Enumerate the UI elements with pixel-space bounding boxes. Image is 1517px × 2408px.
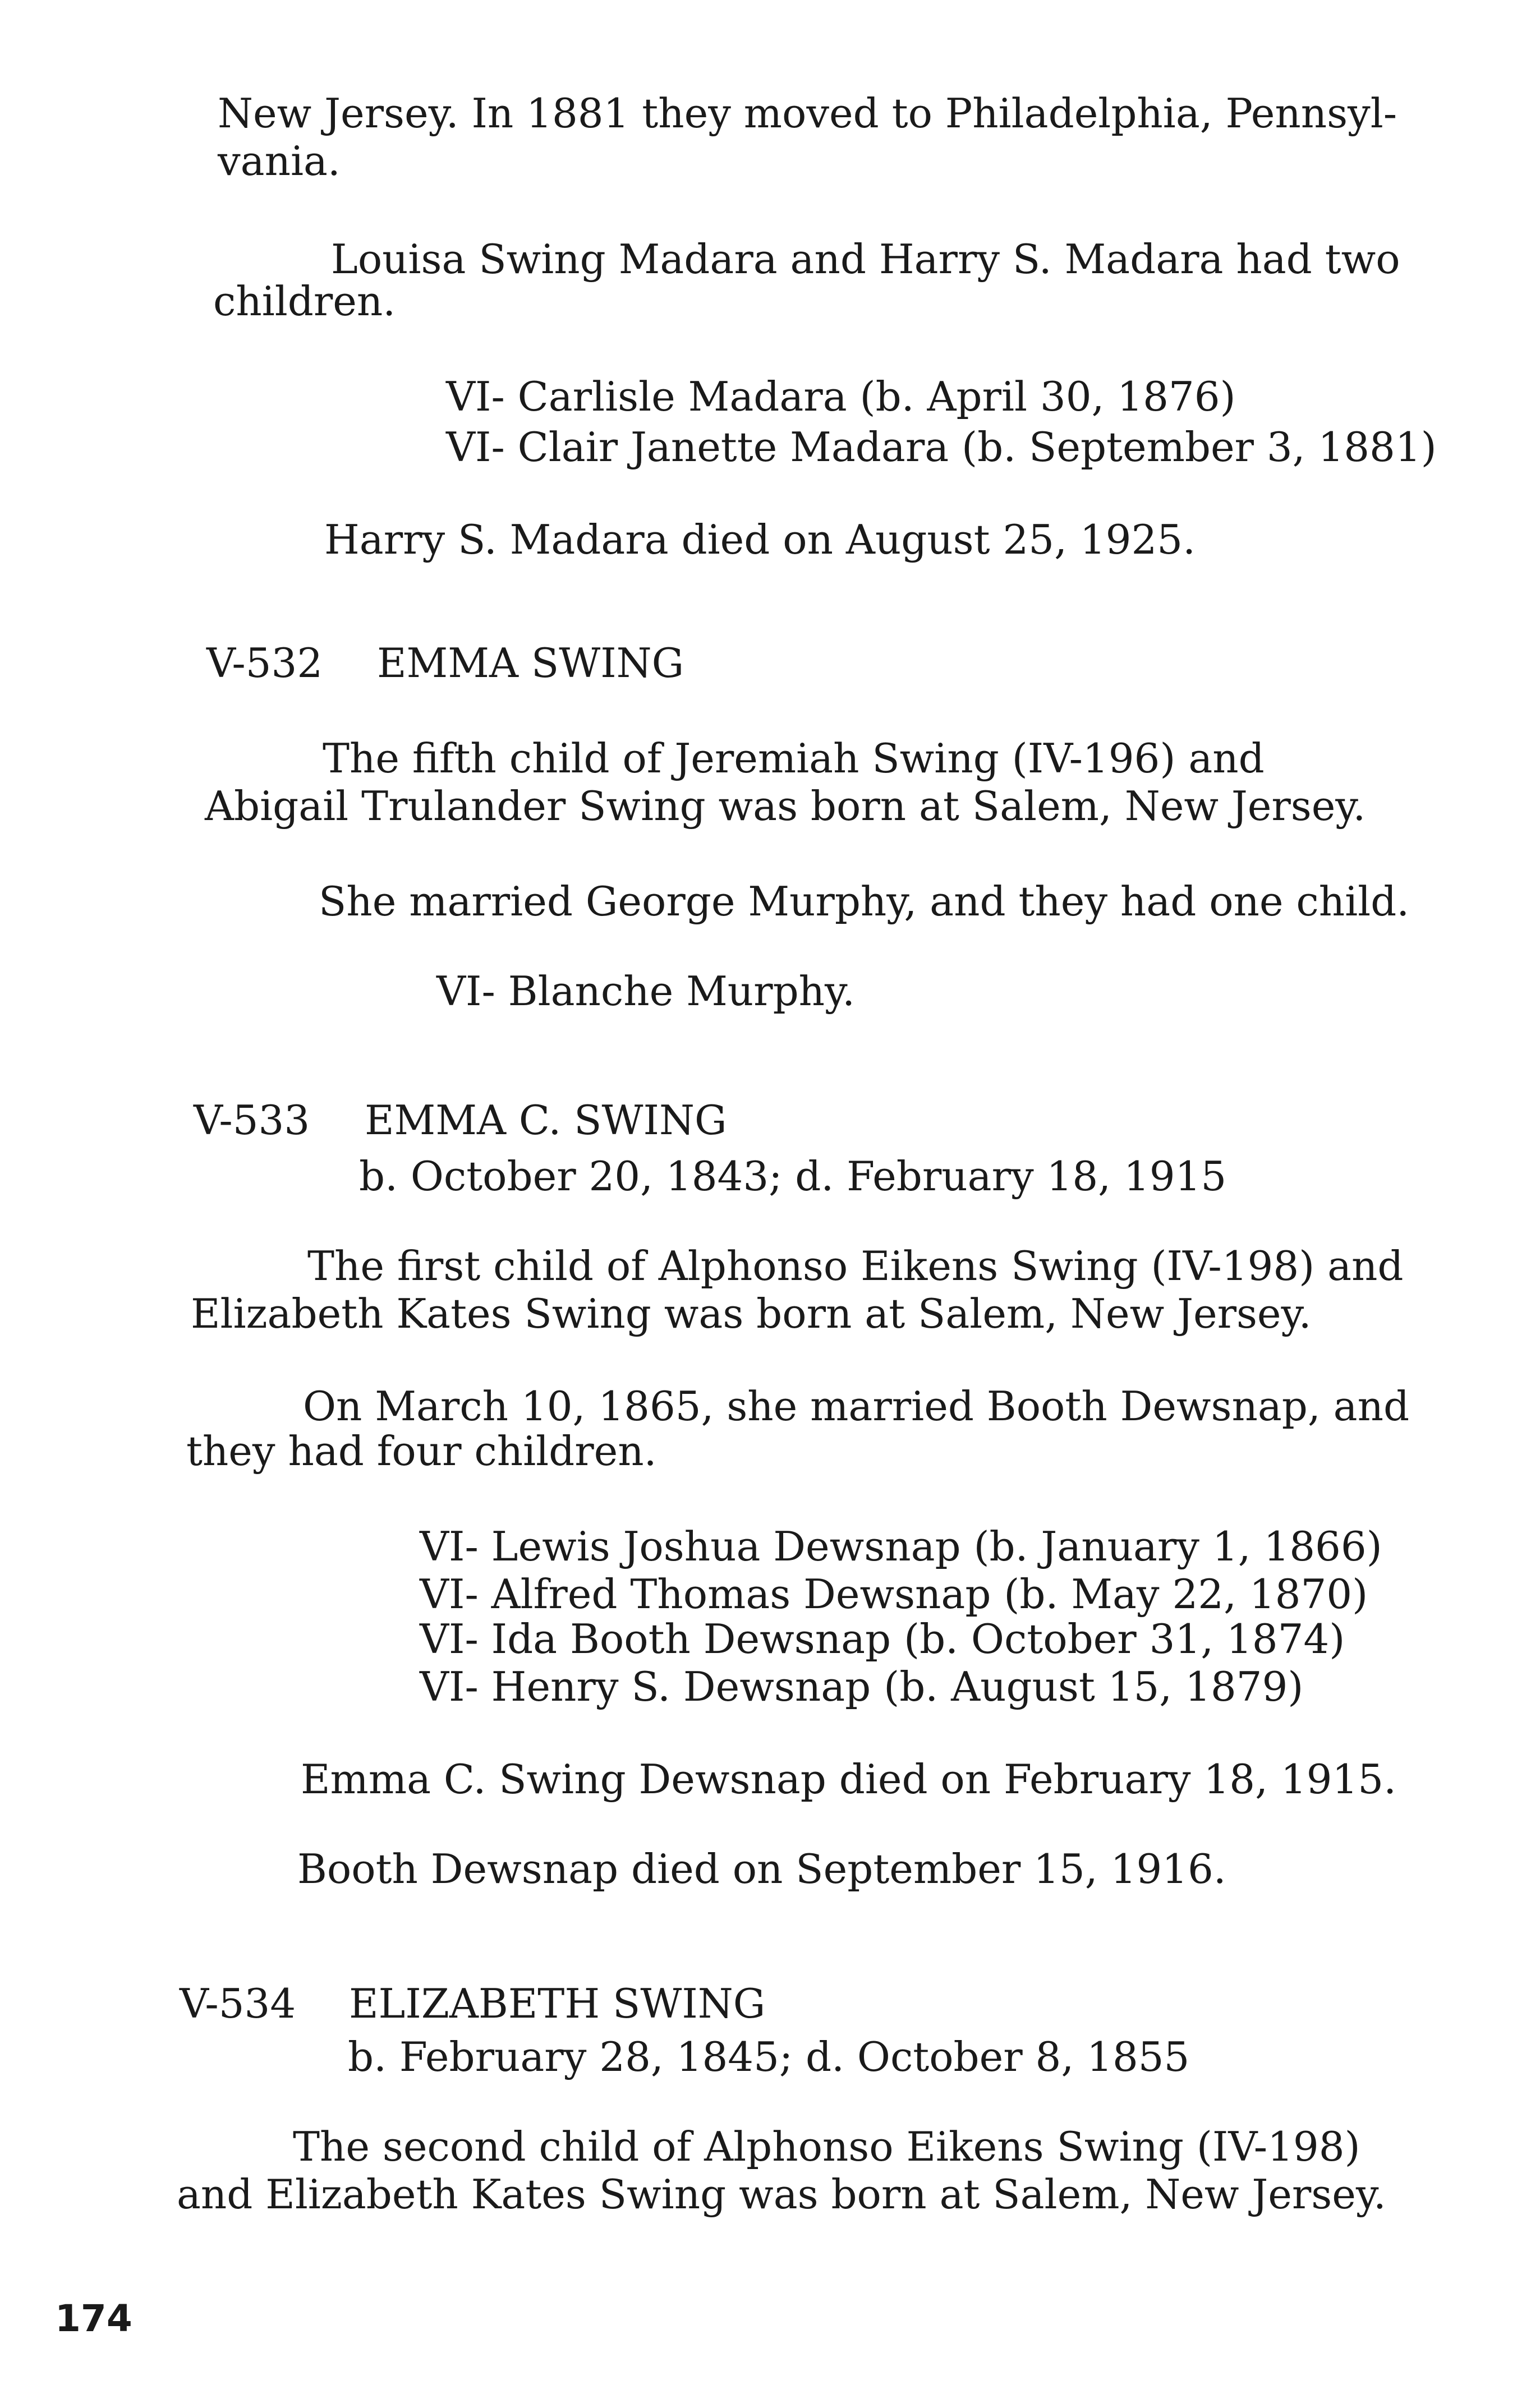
entry-533-child-3: VI- Ida Booth Dewsnap (b. October 31, 1874) [420,1615,1345,1663]
page-number: 174 [55,2297,132,2340]
intro-child-1: VI- Carlisle Madara (b. April 30, 1876) [446,373,1236,420]
entry-533-child-4: VI- Henry S. Dewsnap (b. August 15, 1879) [420,1663,1304,1710]
entry-533-dates: b. October 20, 1843; d. February 18, 1915 [359,1153,1227,1200]
intro-child-2: VI- Clair Janette Madara (b. September 3, 1881) [446,423,1437,471]
entry-533-name: EMMA C. SWING [365,1097,727,1144]
entry-533-id: V-533 [194,1097,310,1144]
entry-533-child-2: VI- Alfred Thomas Dewsnap (b. May 22, 1870) [420,1571,1368,1618]
entry-532-para2: She married George Murphy, and they had one child. [319,878,1410,925]
entry-533-child-1: VI- Lewis Joshua Dewsnap (b. January 1, 1866) [420,1523,1382,1570]
entry-532-id: V-532 [206,639,323,687]
intro-para2-line2: children. [213,278,396,325]
entry-534-para1-line1: The second child of Alphonso Eikens Swing (IV-198) [293,2123,1360,2170]
entry-532-name: EMMA SWING [377,639,684,687]
intro-para1-line2: vania. [218,137,341,185]
intro-death-line: Harry S. Madara died on August 25, 1925. [324,516,1196,563]
intro-para1-line1: New Jersey. In 1881 they moved to Philadelphia, Pennsyl- [218,90,1398,137]
entry-533-para2-line1: On March 10, 1865, she married Booth Dewsnap, and [303,1383,1410,1430]
entry-533-death2: Booth Dewsnap died on September 15, 1916. [297,1845,1226,1893]
entry-532-child: VI- Blanche Murphy. [436,968,856,1015]
entry-532-para1-line2: Abigail Trulander Swing was born at Salem, New Jersey. [205,782,1366,830]
entry-534-dates: b. February 28, 1845; d. October 8, 1855 [348,2033,1190,2080]
entry-534-id: V-534 [180,1980,296,2027]
entry-534-para1-line2: and Elizabeth Kates Swing was born at Salem, New Jersey. [177,2171,1386,2218]
entry-533-para1-line1: The first child of Alphonso Eikens Swing (IV-198) and [307,1242,1404,1290]
entry-534-name: ELIZABETH SWING [349,1980,766,2027]
intro-para2-line1: Louisa Swing Madara and Harry S. Madara had two [331,236,1400,283]
entry-533-para2-line2: they had four children. [186,1428,657,1475]
entry-533-para1-line2: Elizabeth Kates Swing was born at Salem, New Jersey. [191,1290,1312,1337]
entry-533-death1: Emma C. Swing Dewsnap died on February 18, 1915. [301,1756,1396,1803]
entry-532-para1-line1: The fifth child of Jeremiah Swing (IV-196) and [323,735,1265,782]
